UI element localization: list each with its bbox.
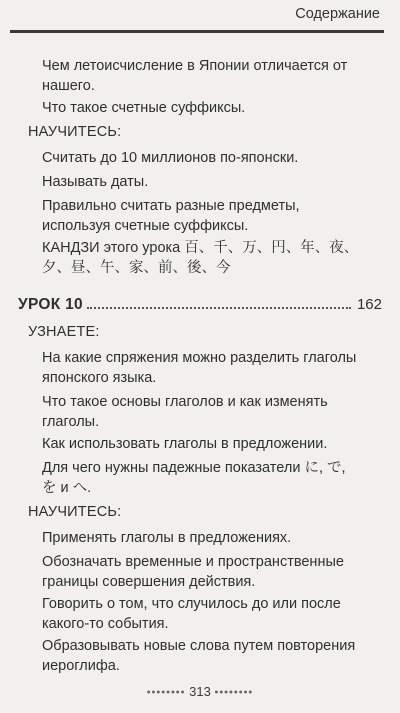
list-item: На какие спряжения можно разделить глаголы японского языка. [42, 350, 357, 386]
lesson-page-number: 162 [356, 296, 382, 313]
section-heading-learn: УЗНАЕТЕ: [28, 324, 100, 340]
section-heading-skills: НАУЧИТЕСЬ: [28, 504, 122, 520]
footer-dots-left: •••••••• [146, 686, 186, 699]
section-heading-skills: НАУЧИТЕСЬ: [28, 124, 122, 140]
list-item: Что такое счетные суффиксы. [42, 100, 246, 116]
page-footer [0, 684, 400, 699]
page-number: 313 [189, 684, 211, 699]
list-item: Образовывать новые слова путем повторения иероглифа. [42, 638, 356, 674]
lesson-title: УРОК 10 [18, 296, 83, 313]
list-item: Говорить о том, что случилось до или после какого-то события. [42, 596, 341, 632]
running-header: Содержание [295, 6, 380, 22]
list-item: Считать до 10 миллионов по-японски. [42, 150, 299, 166]
list-item: Что такое основы глаголов и как изменять глаголы. [42, 394, 328, 430]
list-item: Для чего нужны падежные показатели に, で, を и へ. [42, 460, 346, 496]
kanji-list-item: КАНДЗИ этого урока 百、千、万、円、年、夜、夕、昼、午、家、前、後、今 [42, 240, 359, 276]
toc-entry-lesson-10[interactable] [18, 296, 382, 314]
list-item: Называть даты. [42, 174, 149, 190]
list-item: Обозначать временные и пространственные границы совершения действия. [42, 554, 344, 590]
list-item: Как использовать глаголы в предложении. [42, 436, 328, 452]
footer-dots-right: •••••••• [214, 686, 254, 699]
list-item: Правильно считать разные предметы, используя счетные суффиксы. [42, 198, 300, 234]
dot-leader [87, 307, 351, 309]
list-item: Применять глаголы в предложениях. [42, 530, 292, 546]
list-item: Чем летоисчисление в Японии отличается от нашего. [42, 58, 348, 94]
header-rule [10, 30, 384, 33]
